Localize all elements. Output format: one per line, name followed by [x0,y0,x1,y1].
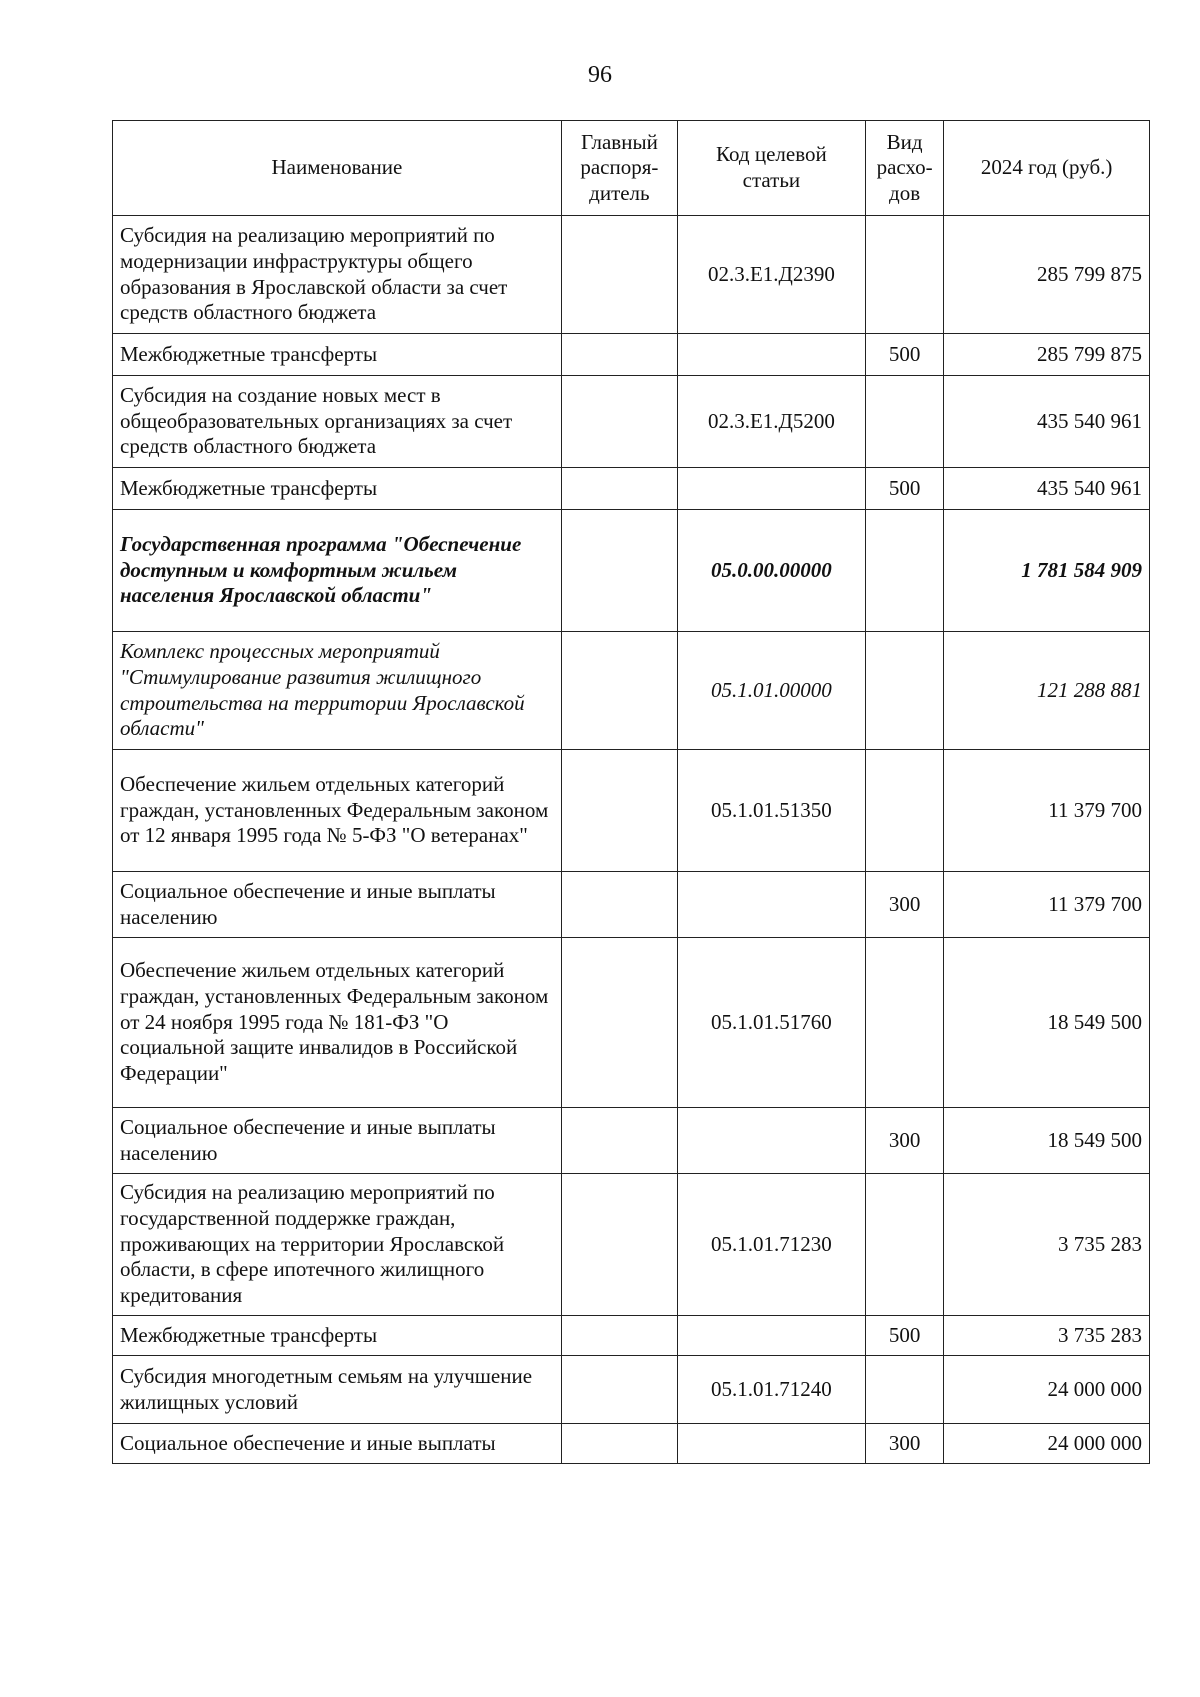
row-exp-type-cell: 500 [865,468,943,510]
row-code-cell [677,1316,865,1356]
row-exp-type-cell [865,376,943,468]
row-giver-cell [561,1316,677,1356]
row-exp-type-cell: 300 [865,1108,943,1174]
table-row [113,468,1150,510]
header-code: Код целевой статьи [677,121,865,216]
row-exp-type-cell [865,750,943,872]
row-name-cell: Межбюджетные трансферты [113,468,562,510]
row-giver-cell [561,1424,677,1464]
row-exp-type-cell: 300 [865,872,943,938]
row-amount-cell: 285 799 875 [944,216,1150,334]
header-giver: Главный распоря-дитель [561,121,677,216]
budget-table [112,120,1150,1464]
row-amount-cell: 3 735 283 [944,1316,1150,1356]
row-giver-cell [561,1174,677,1316]
row-name-cell: Социальное обеспечение и иные выплаты [113,1424,562,1464]
row-name-cell: Межбюджетные трансферты [113,1316,562,1356]
row-giver-cell [561,938,677,1108]
table-row [113,376,1150,468]
row-giver-cell [561,750,677,872]
header-year: 2024 год (руб.) [944,121,1150,216]
row-amount-cell: 121 288 881 [944,632,1150,750]
row-name-cell: Субсидия многодетным семьям на улучшение жилищных условий [113,1356,562,1424]
header-name: Наименование [113,121,562,216]
table-row [113,1108,1150,1174]
row-code-cell: 05.1.01.71240 [677,1356,865,1424]
row-exp-type-cell: 300 [865,1424,943,1464]
row-name-cell: Субсидия на создание новых мест в общеобразовательных организациях за счет средств областного бюджета [113,376,562,468]
table-row [113,334,1150,376]
row-name-cell: Социальное обеспечение и иные выплаты населению [113,1108,562,1174]
row-amount-cell: 1 781 584 909 [944,510,1150,632]
table-body [113,216,1150,1464]
row-amount-cell: 18 549 500 [944,1108,1150,1174]
row-amount-cell: 24 000 000 [944,1424,1150,1464]
row-amount-cell: 3 735 283 [944,1174,1150,1316]
row-amount-cell: 11 379 700 [944,872,1150,938]
row-giver-cell [561,632,677,750]
row-giver-cell [561,468,677,510]
row-giver-cell [561,1108,677,1174]
row-name-cell: Межбюджетные трансферты [113,334,562,376]
row-exp-type-cell [865,1174,943,1316]
row-code-cell: 02.3.Е1.Д2390 [677,216,865,334]
row-giver-cell [561,376,677,468]
row-name-cell: Обеспечение жильем отдельных категорий граждан, установленных Федеральным законом от 24 ноября 1995 года № 181-ФЗ "О социальной защите инвалидов в Российской Федерации" [113,938,562,1108]
row-name-cell: Комплекс процессных мероприятий "Стимулирование развития жилищного строительства на территории Ярославской области" [113,632,562,750]
row-code-cell [677,1424,865,1464]
row-exp-type-cell: 500 [865,1316,943,1356]
table-row [113,216,1150,334]
row-code-cell [677,872,865,938]
row-code-cell: 05.1.01.71230 [677,1174,865,1316]
row-exp-type-cell [865,632,943,750]
row-name-cell: Обеспечение жильем отдельных категорий граждан, установленных Федеральным законом от 12 января 1995 года № 5-ФЗ "О ветеранах" [113,750,562,872]
row-giver-cell [561,510,677,632]
row-code-cell [677,334,865,376]
row-exp-type-cell: 500 [865,334,943,376]
row-amount-cell: 285 799 875 [944,334,1150,376]
row-exp-type-cell [865,216,943,334]
row-code-cell: 05.0.00.00000 [677,510,865,632]
table-row [113,632,1150,750]
table-header-row [113,121,1150,216]
row-giver-cell [561,1356,677,1424]
row-amount-cell: 11 379 700 [944,750,1150,872]
page-number: 96 [588,62,612,88]
row-code-cell: 05.1.01.51350 [677,750,865,872]
table-row [113,1316,1150,1356]
row-code-cell: 05.1.01.00000 [677,632,865,750]
row-giver-cell [561,216,677,334]
table-row [113,872,1150,938]
header-exp-type: Вид расхо-дов [865,121,943,216]
row-amount-cell: 18 549 500 [944,938,1150,1108]
row-name-cell: Субсидия на реализацию мероприятий по модернизации инфраструктуры общего образования в Ярославской области за счет средств областного бюджета [113,216,562,334]
row-exp-type-cell [865,510,943,632]
table-row [113,750,1150,872]
row-giver-cell [561,334,677,376]
row-amount-cell: 435 540 961 [944,376,1150,468]
row-exp-type-cell [865,938,943,1108]
table-row [113,1174,1150,1316]
row-name-cell: Субсидия на реализацию мероприятий по государственной поддержке граждан, проживающих на территории Ярославской области, в сфере ипотечного жилищного кредитования [113,1174,562,1316]
row-name-cell: Государственная программа "Обеспечение доступным и комфортным жильем населения Ярославской области" [113,510,562,632]
table-row [113,938,1150,1108]
row-amount-cell: 435 540 961 [944,468,1150,510]
row-code-cell: 05.1.01.51760 [677,938,865,1108]
table-row [113,510,1150,632]
table-row [113,1356,1150,1424]
row-exp-type-cell [865,1356,943,1424]
row-code-cell [677,468,865,510]
row-name-cell: Социальное обеспечение и иные выплаты населению [113,872,562,938]
row-giver-cell [561,872,677,938]
row-amount-cell: 24 000 000 [944,1356,1150,1424]
table-row [113,1424,1150,1464]
row-code-cell [677,1108,865,1174]
row-code-cell: 02.3.Е1.Д5200 [677,376,865,468]
